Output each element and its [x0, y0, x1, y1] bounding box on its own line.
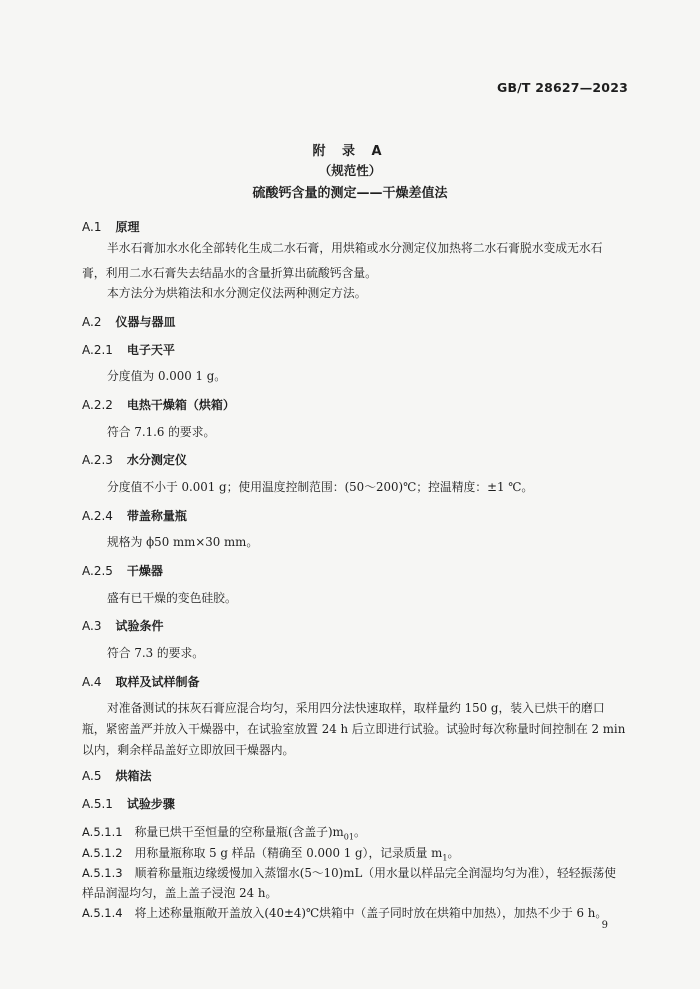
- paragraph-line: 以内，剩余样品盖好立即放回干燥器内。: [82, 743, 295, 757]
- section-number: A.1: [82, 220, 102, 234]
- step-number: A.5.1.4: [82, 906, 123, 920]
- section-a23-heading: [82, 451, 187, 468]
- section-a3-heading: [82, 617, 163, 634]
- section-number: A.2.1: [82, 343, 113, 357]
- section-number: A.5.1: [82, 797, 113, 811]
- subscript: 01: [343, 832, 354, 842]
- step-text-end: 。: [353, 825, 366, 839]
- paragraph-line: 符合 7.3 的要求。: [107, 646, 205, 660]
- paragraph-line: 瓶，紧密盖严并放入干燥器中，在试验室放置 24 h 后立即进行试验。试验时每次称量时间控制在 2 min: [82, 722, 626, 736]
- section-a25-heading: [82, 562, 163, 579]
- section-number: A.4: [82, 675, 102, 689]
- step-text-end: 。: [447, 846, 460, 860]
- paragraph-line: 膏，利用二水石膏失去结晶水的含量折算出硫酸钙含量。: [82, 266, 377, 280]
- section-title: 取样及试样制备: [115, 675, 200, 689]
- section-title: 试验步骤: [126, 797, 175, 811]
- section-title: 仪器与器皿: [115, 315, 176, 329]
- section-title: 试验条件: [115, 619, 164, 633]
- annex-label: 附 录 A: [312, 144, 388, 159]
- section-title: 原理: [115, 220, 140, 234]
- section-number: A.2.5: [82, 564, 113, 578]
- annex-title: 硫酸钙含量的测定——干燥差值法: [252, 186, 448, 201]
- section-a21-heading: [82, 341, 175, 358]
- section-title: 带盖称量瓶: [126, 509, 187, 523]
- section-title: 电子天平: [126, 343, 175, 357]
- section-a2-heading: [82, 313, 175, 330]
- paragraph-line: 规格为 ϕ50 mm×30 mm。: [107, 535, 259, 549]
- section-title: 干燥器: [126, 564, 163, 578]
- step-number: A.5.1.3: [82, 866, 123, 880]
- paragraph-line: 盛有已干燥的变色硅胶。: [107, 591, 237, 605]
- paragraph-line: 半水石膏加水水化全部转化生成二水石膏，用烘箱或水分测定仪加热将二水石膏脱水变成无水石: [107, 241, 603, 255]
- paragraph-line: 样品润湿均匀，盖上盖子浸泡 24 h。: [82, 886, 278, 900]
- section-number: A.2: [82, 315, 102, 329]
- section-number: A.5: [82, 769, 102, 783]
- paragraph-line: 符合 7.1.6 的要求。: [107, 425, 216, 439]
- section-a4-heading: [82, 673, 199, 690]
- step-text: 用称量瓶称取 5 g 样品（精确至 0.000 1 g），记录质量 m: [134, 846, 443, 860]
- step-number: A.5.1.1: [82, 825, 123, 839]
- section-a22-heading: [82, 396, 235, 413]
- section-title: 水分测定仪: [126, 453, 187, 467]
- annex-normative: （规范性）: [318, 163, 382, 178]
- subscript: 1: [442, 853, 448, 863]
- section-title: 烘箱法: [115, 769, 152, 783]
- paragraph-line: 分度值为 0.000 1 g。: [107, 369, 227, 383]
- section-number: A.2.4: [82, 509, 113, 523]
- paragraph-line: 对准备测试的抹灰石膏应混合均匀，采用四分法快速取样，取样量约 150 g，装入已烘干的磨口: [107, 701, 605, 715]
- step-a513: [82, 864, 616, 881]
- section-a24-heading: [82, 507, 187, 524]
- step-a512: [82, 844, 459, 862]
- section-number: A.2.2: [82, 398, 113, 412]
- step-text: 顺着称量瓶边缘缓慢加入蒸馏水(5～10)mL（用水量以样品完全润湿均匀为准），轻轻振荡使: [134, 866, 616, 880]
- paragraph-line: 本方法分为烘箱法和水分测定仪法两种测定方法。: [107, 286, 367, 300]
- step-a514: [82, 904, 607, 921]
- standard-number: GB/T 28627—2023: [496, 80, 628, 95]
- paragraph-line: 分度值不小于 0.001 g；使用温度控制范围：(50～200)℃；控温精度：±1 ℃。: [107, 480, 534, 494]
- section-a5-heading: [82, 767, 151, 784]
- section-a51-heading: [82, 795, 175, 812]
- step-number: A.5.1.2: [82, 846, 123, 860]
- step-text: 将上述称量瓶敞开盖放入(40±4)℃烘箱中（盖子同时放在烘箱中加热），加热不少于 6 h。: [134, 906, 608, 920]
- section-number: A.2.3: [82, 453, 113, 467]
- page-number: 9: [601, 920, 608, 931]
- section-title: 电热干燥箱（烘箱）: [126, 398, 235, 412]
- section-number: A.3: [82, 619, 102, 633]
- step-text: 称量已烘干至恒量的空称量瓶(含盖子)m: [134, 825, 344, 839]
- section-a1-heading: [82, 218, 139, 235]
- step-a511: [82, 823, 366, 841]
